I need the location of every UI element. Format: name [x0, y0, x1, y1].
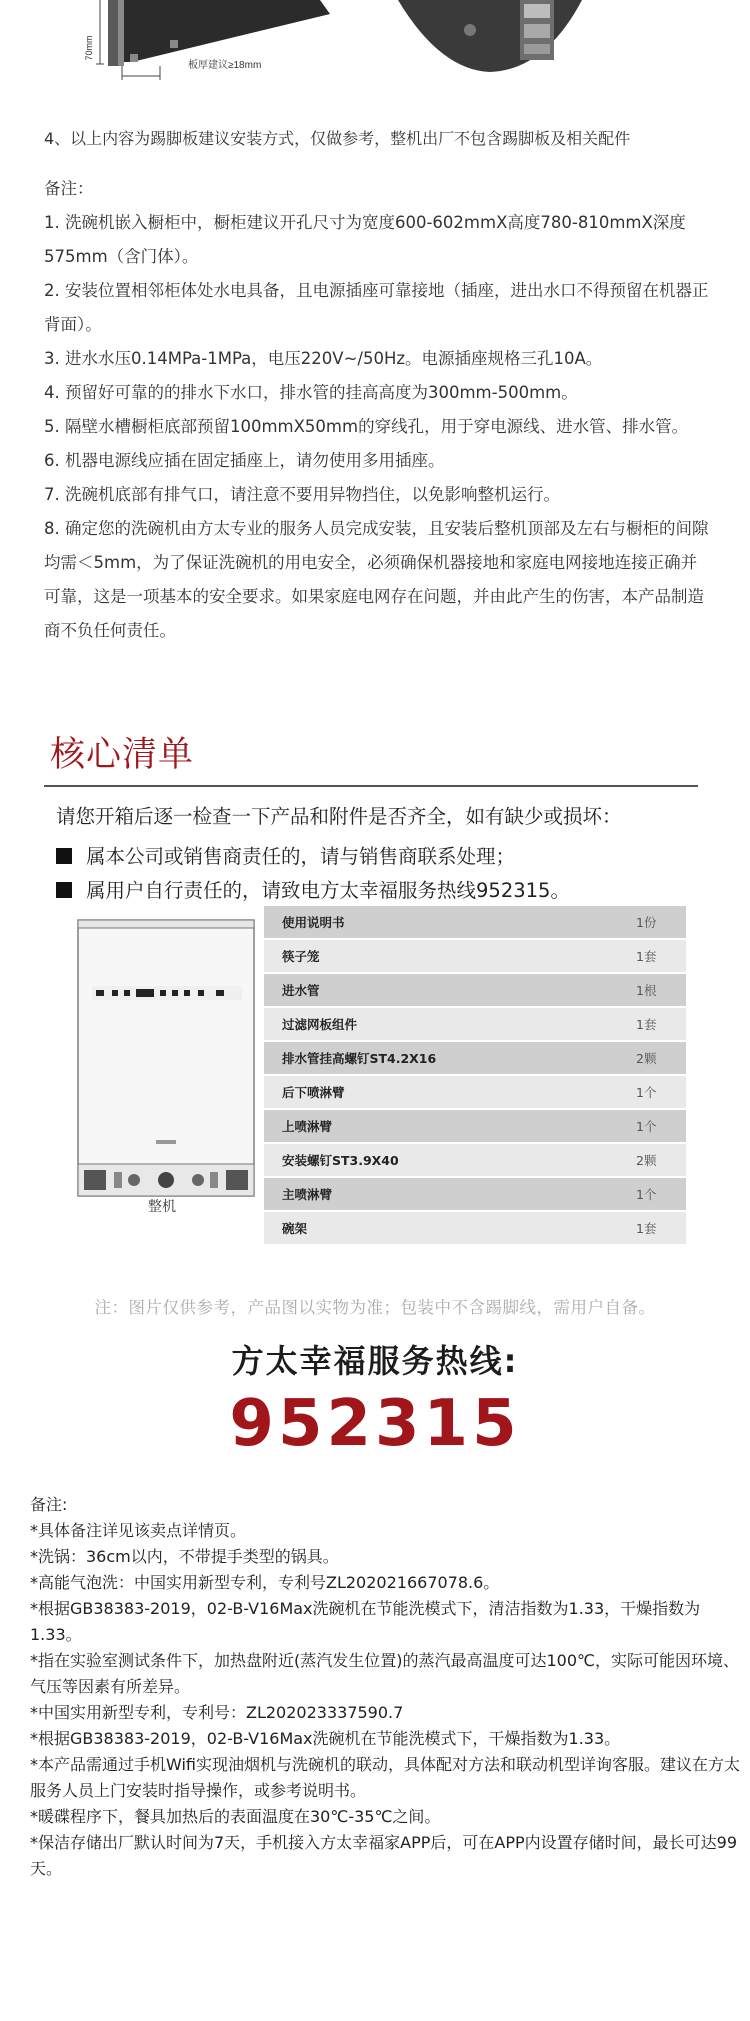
note-item: 3. 进水水压0.14MPa-1MPa，电压220V~/50Hz。电源插座规格三孔10A。 [44, 349, 603, 368]
part-qty: 1套 [636, 949, 657, 964]
note-item: 8. 确定您的洗碗机由方太专业的服务人员完成安装，且安装后整机顶部及左右与橱柜的间隙均需＜5mm，为了保证洗碗机的用电安全，必须确保机器接地和家庭电网接地连接正确并可靠，这是一项基本的安全要求。如果家庭电网存在问题，并由此产生的伤害，本产品制造商不负任何责任。 [44, 519, 709, 640]
hotline-number: 952315 [229, 1387, 521, 1461]
note-item: 4. 预留好可靠的的排水下水口，排水管的挂高高度为300mm-500mm。 [44, 383, 578, 402]
table-row [264, 1076, 686, 1110]
part-qty: 1套 [636, 1221, 657, 1236]
part-name: 使用说明书 [282, 915, 345, 930]
part-qty: 1个 [636, 1085, 657, 1100]
part-qty: 2颗 [636, 1153, 657, 1168]
part-name: 上喷淋臂 [282, 1119, 333, 1134]
notes-heading: 备注： [44, 179, 94, 198]
table-row [264, 1212, 686, 1246]
footnote-item: *暖碟程序下，餐具加热后的表面温度在30℃-35℃之间。 [30, 1807, 441, 1826]
part-name: 安装螺钉ST3.9X40 [282, 1153, 399, 1168]
table-row [264, 940, 686, 974]
footnote-item: *高能气泡洗：中国实用新型专利，专利号ZL202021667078.6。 [30, 1573, 500, 1592]
note-item: 6. 机器电源线应插在固定插座上，请勿使用多用插座。 [44, 451, 445, 470]
part-qty: 1个 [636, 1119, 657, 1134]
part-qty: 1套 [636, 1017, 657, 1032]
footnote-item: *中国实用新型专利，专利号：ZL202023337590.7 [30, 1703, 404, 1722]
table-row [264, 1110, 686, 1144]
part-qty: 2颗 [636, 1051, 657, 1066]
table-row [264, 906, 686, 940]
footnote-item: *洗锅：36cm以内，不带提手类型的锅具。 [30, 1547, 339, 1566]
footnote-item: *本产品需通过手机Wifi实现油烟机与洗碗机的联动，具体配对方法和联动机型详询客服。建议在方太服务人员上门安装时指导操作，或参考说明书。 [30, 1755, 740, 1800]
part-name: 过滤网板组件 [282, 1017, 358, 1032]
footnotes-heading: 备注: [30, 1495, 68, 1514]
part-qty: 1个 [636, 1187, 657, 1202]
bullet-text: 属用户自行责任的，请致电方太幸福服务热线952315。 [86, 879, 570, 902]
part-name: 筷子笼 [282, 949, 320, 964]
square-bullet-icon [56, 882, 72, 898]
part-name: 后下喷淋臂 [282, 1085, 345, 1100]
footnotes-section [30, 1492, 744, 1882]
picture-disclaimer: 注：图片仅供参考，产品图以实物为准；包装中不含踢脚线，需用户自备。 [94, 1298, 656, 1317]
install-note: 4、以上内容为踢脚板建议安装方式，仅做参考，整机出厂不包含踢脚板及相关配件 [44, 129, 631, 148]
section-title: 核心清单 [50, 735, 195, 775]
checklist-intro: 请您开箱后逐一检查一下产品和附件是否齐全，如有缺少或损坏： [56, 805, 622, 828]
table-row [264, 1042, 686, 1076]
hotline-title: 方太幸福服务热线: [231, 1342, 519, 1380]
note-item: 2. 安装位置相邻柜体处水电具备，且电源插座可靠接地（插座，进出水口不得预留在机器正背面）。 [44, 281, 709, 334]
bullet-text: 属本公司或销售商责任的，请与销售商联系处理； [86, 845, 516, 868]
footnote-item: *保洁存储出厂默认时间为7天，手机接入方太幸福家APP后，可在APP内设置存储时间，最长可达99天。 [30, 1833, 738, 1878]
part-name: 进水管 [282, 983, 320, 998]
parts-table [264, 906, 686, 1246]
kickboard-installation-illustration [0, 0, 750, 112]
part-name: 碗架 [282, 1221, 308, 1236]
checklist-bullet [56, 840, 515, 874]
checklist-bullet [56, 874, 570, 908]
footnote-item: *指在实验室测试条件下，加热盘附近(蒸汽发生位置)的蒸汽最高温度可达100℃，实际可能因环境、气压等因素有所差异。 [30, 1651, 739, 1696]
part-name: 排水管挂高螺钉ST4.2X16 [282, 1051, 437, 1066]
machine-label: 整机 [148, 1199, 176, 1215]
part-qty: 1份 [636, 915, 657, 930]
footnote-item: *具体备注详见该卖点详情页。 [30, 1521, 247, 1540]
part-name: 主喷淋臂 [282, 1187, 333, 1202]
note-item: 1. 洗碗机嵌入橱柜中，橱柜建议开孔尺寸为宽度600-602mmX高度780-810mmX深度575mm（含门体）。 [44, 213, 686, 266]
square-bullet-icon [56, 848, 72, 864]
table-row [264, 1144, 686, 1178]
table-row [264, 1178, 686, 1212]
section-divider [44, 785, 698, 787]
footnote-item: *根据GB38383-2019，02-B-V16Max洗碗机在节能洗模式下，清洁指数为1.33，干燥指数为1.33。 [30, 1599, 701, 1644]
footnote-item: *根据GB38383-2019，02-B-V16Max洗碗机在节能洗模式下，干燥指数为1.33。 [30, 1729, 621, 1748]
table-row [264, 1008, 686, 1042]
notes-section [44, 172, 712, 648]
part-qty: 1根 [636, 983, 657, 998]
height-dimension-label: 70mm [84, 35, 94, 61]
table-row [264, 974, 686, 1008]
board-thickness-label: 板厚建议≥18mm [188, 60, 262, 71]
dishwasher-image [74, 918, 258, 1214]
note-item: 7. 洗碗机底部有排气口，请注意不要用异物挡住，以免影响整机运行。 [44, 485, 560, 504]
note-item: 5. 隔壁水槽橱柜底部预留100mmX50mm的穿线孔，用于穿电源线、进水管、排水管。 [44, 417, 689, 436]
